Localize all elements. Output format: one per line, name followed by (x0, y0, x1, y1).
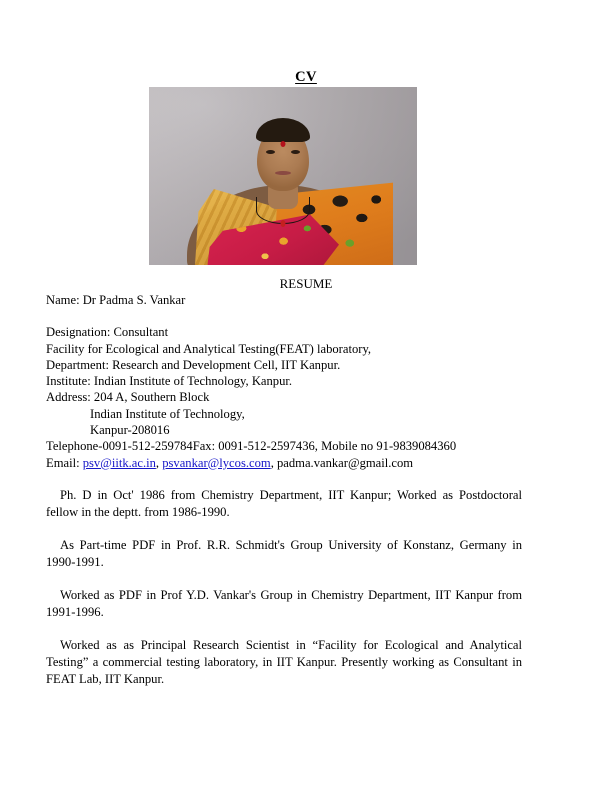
email-line (46, 455, 522, 471)
spacer-before-paragraphs (46, 471, 522, 487)
email-separator-1: , (155, 455, 163, 470)
name-line: Name: Dr Padma S. Vankar (46, 293, 186, 307)
email-plain-gmail: padma.vankar@gmail.com (276, 455, 414, 470)
address-line-1: Address: 204 A, Southern Block (46, 390, 210, 405)
telephone-line: Telephone-0091-512-259784Fax: 0091-512-2597436, Mobile no 91-9839084360 (46, 439, 457, 454)
address-line-3: Kanpur-208016 (90, 423, 170, 438)
paragraph-konstanz: As Part-time PDF in Prof. R.R. Schmidt's Group University of Konstanz, Germany in 1990-1991. (46, 537, 522, 569)
photo-eye-left (266, 150, 275, 154)
photo-mouth (275, 171, 291, 175)
paragraph-iitk-pdf: Worked as PDF in Prof Y.D. Vankar's Group in Chemistry Department, IIT Kanpur from 1991-1996. (46, 587, 522, 619)
photo-bindi (281, 141, 286, 147)
spacer-paragraph-2 (46, 571, 522, 587)
paragraph-principal-scientist: Worked as as Principal Research Scientist in “Facility for Ecological and Analytical Testing” a commercial testing laboratory, in IIT Kanpur. Presently working as Consultant in FEAT Lab, IIT Kanpur. (46, 637, 522, 686)
facility-line: Facility for Ecological and Analytical Testing(FEAT) laboratory, (46, 341, 372, 356)
email-link-lycos[interactable]: psvankar@lycos.com (162, 455, 271, 470)
document-title (0, 69, 612, 86)
photo-eye-right (291, 150, 300, 154)
resume-heading: RESUME (279, 276, 333, 291)
portrait-photograph (149, 87, 417, 265)
email-link-iitk[interactable]: psv@iitk.ac.in (82, 455, 156, 470)
email-label: Email: (46, 455, 83, 470)
photo-necklace (256, 197, 310, 224)
institute-line: Institute: Indian Institute of Technology, Kanpur. (46, 374, 293, 389)
paragraph-phd: Ph. D in Oct' 1986 from Chemistry Department, IIT Kanpur; Worked as Postdoctoral fellow in the deptt. from 1986-1990. (46, 487, 522, 519)
email-separator-2: , (270, 455, 277, 470)
address-line-2: Indian Institute of Technology, (90, 406, 245, 421)
spacer-paragraph-3 (46, 621, 522, 637)
department-line: Department: Research and Development Cell, IIT Kanpur. (46, 357, 341, 372)
designation-line: Designation: Consultant (46, 325, 169, 340)
spacer-after-name (46, 308, 522, 324)
resume-body (46, 292, 522, 688)
document-title-text: CV (295, 69, 317, 85)
spacer-paragraph-1 (46, 521, 522, 537)
